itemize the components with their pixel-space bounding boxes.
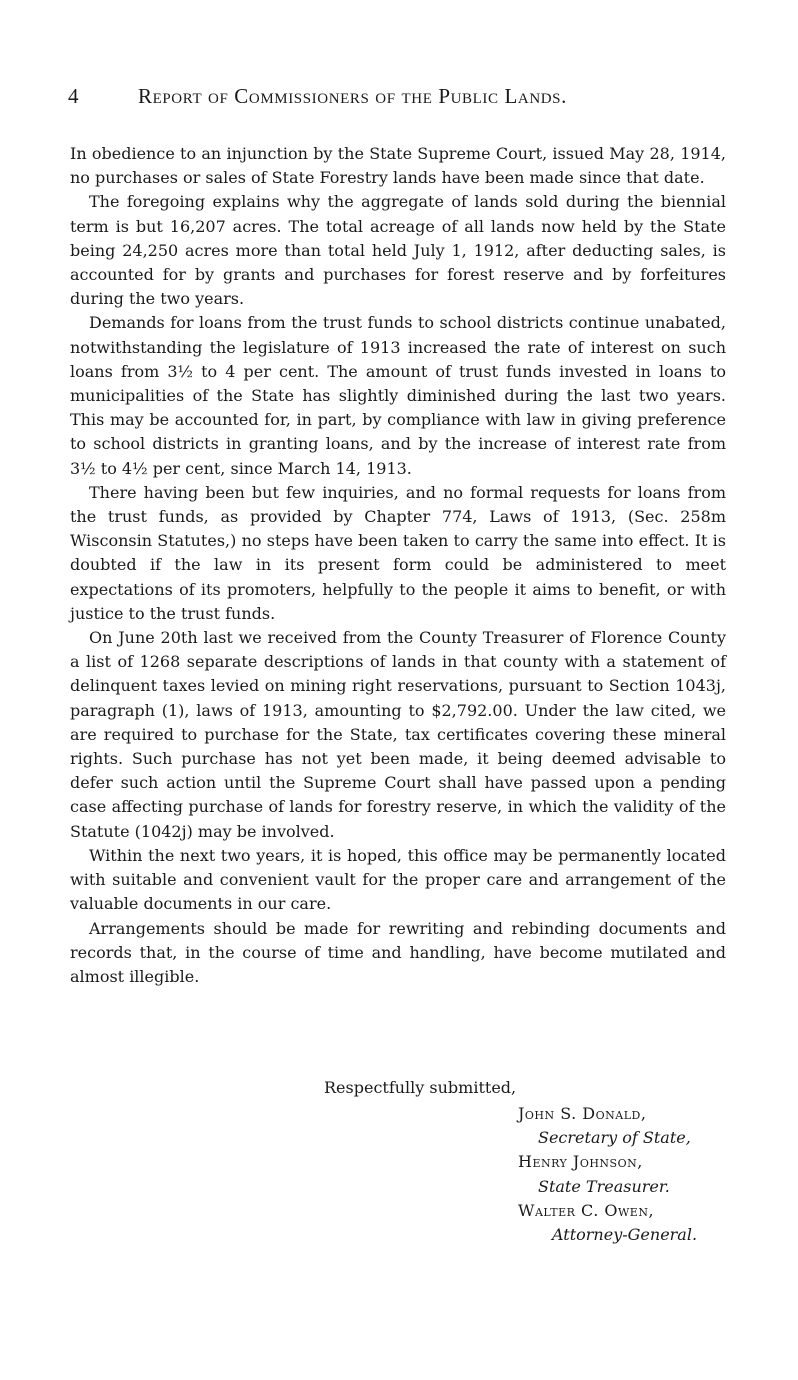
report-body — [70, 142, 726, 989]
paragraph-office-vault: Within the next two years, it is hoped, this office may be permanently located with suitable and convenient vault for the proper care and arrangement of the valuable documents in our care. — [70, 845, 726, 914]
signatory-title: State Treasurer. — [538, 1176, 670, 1196]
running-title: Report of Commissioners of the Public Lands. — [138, 84, 567, 108]
paragraph-trust-fund-loans: Demands for loans from the trust funds to school districts continue unabated, notwithstanding the legislature of 1913 increased the rate of interest on such loans from 3½ to 4 per cent. The amount of trust funds invested in loans to municipalities of the State has slightly diminished during the last two years. This may be accounted for, in part, by compliance with law in giving preference to school districts in granting loans, and by the increase of interest rate from 3½ to 4½ per cent, since March 14, 1913. — [70, 313, 726, 478]
signatory-title: Attorney-General. — [552, 1225, 698, 1245]
signatory-name: Henry Johnson, — [518, 1152, 643, 1172]
signatory-title: Secretary of State, — [538, 1128, 691, 1148]
closing — [70, 1076, 726, 1100]
paragraph-injunction: In obedience to an injunction by the State Supreme Court, issued May 28, 1914, no purchases or sales of State Forestry lands have been made since that date. — [70, 144, 726, 188]
signature-block — [518, 1102, 778, 1247]
page-header — [68, 84, 728, 109]
paragraph-rebinding-documents: Arrangements should be made for rewriting and rebinding documents and records that, in the course of time and handling, have become mutilated and almost illegible. — [70, 918, 726, 986]
salutation: Respectfully submitted, — [324, 1078, 517, 1097]
signatory-name: Walter C. Owen, — [518, 1200, 655, 1220]
page-number: 4 — [68, 84, 79, 108]
paragraph-florence-county: On June 20th last we received from the County Treasurer of Florence County a list of 1268 separate descriptions of lands in that county with a statement of delinquent taxes levied on mining right reservations, pursuant to Section 1043j, paragraph (1), laws of 1913, amounting to $2,792.00. Under the law cited, we are required to purchase for the State, tax certificates covering these mineral rights. Such purchase has not yet been made, it being deemed advisable to defer such action until the Supreme Court shall have passed upon a pending case affecting purchase of lands for forestry reserve, in which the validity of the Statute (1042j) may be involved. — [70, 628, 726, 841]
signatory-name: John S. Donald, — [518, 1104, 647, 1123]
paragraph-aggregate-lands: The foregoing explains why the aggregate of lands sold during the biennial term is but 16,207 acres. The total acreage of all lands now held by the State being 24,250 acres more than total held July 1, 1912, after deducting sales, is accounted for by grants and purchases for forest reserve and by forfeitures during the two years. — [70, 192, 726, 309]
paragraph-chapter-774: There having been but few inquiries, and no formal requests for loans from the trust funds, as provided by Chapter 774, Laws of 1913, (Sec. 258m Wisconsin Statutes,) no steps have been taken to carry the same into effect. It is doubted if the law in its present form could be administered to meet expectations of its promoters, helpfully to the people it aims to benefit, or with justice to the trust funds. — [70, 482, 726, 623]
